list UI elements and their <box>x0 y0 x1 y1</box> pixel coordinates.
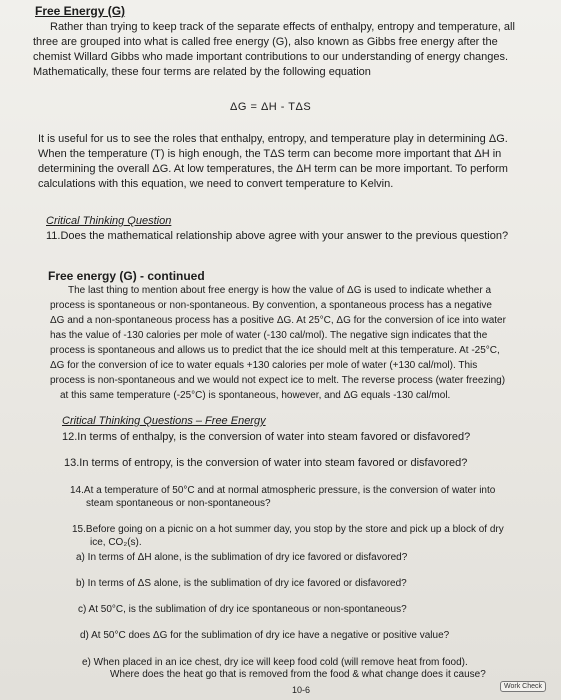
s2-line-2: process is spontaneous or non-spontaneous. By convention, a spontaneous process has a negative <box>50 300 492 311</box>
intro-line-4: Mathematically, these four terms are related by the following equation <box>33 66 371 78</box>
intro-line-2: three are grouped into what is called free energy (G), also known as Gibbs free energy after the <box>33 36 498 48</box>
s2-line-1: The last thing to mention about free energy is how the value of ΔG is used to indicate whether a <box>68 285 492 296</box>
question-14-line-2: steam spontaneous or non-spontaneous? <box>86 498 271 509</box>
question-13: 13.In terms of entropy, is the conversion of water into steam favored or disfavored? <box>64 457 468 469</box>
section2-heading: Free energy (G) - continued <box>48 269 205 283</box>
intro-line-1: Rather than trying to keep track of the separate effects of enthalpy, entropy and temperature, all <box>50 21 515 33</box>
gibbs-equation: ΔG = ΔH - TΔS <box>230 101 312 113</box>
s2-line-4: has the value of -130 calories per mole of water (-130 cal/mol). The negative sign indicates that the <box>50 330 488 341</box>
question-15d: d) At 50°C does ΔG for the sublimation of dry ice have a negative or positive value? <box>80 630 450 641</box>
para2-line-1: It is useful for us to see the roles that enthalpy, entropy, and temperature play in determining ΔG. <box>38 133 508 145</box>
work-check-badge: Work Check <box>500 681 546 692</box>
question-11: 11.Does the mathematical relationship above agree with your answer to the previous question? <box>46 230 509 242</box>
para2-line-4: calculations with this equation, we need to convert temperature to Kelvin. <box>38 178 394 190</box>
s2-line-3: ΔG and a non-spontaneous process has a positive ΔG. At 25°C, ΔG for the conversion of ice into water <box>50 315 506 326</box>
para2-line-2: When the temperature (T) is high enough, the TΔS term can become more important that ΔH in <box>38 148 502 160</box>
ctq-heading-1: Critical Thinking Question <box>46 215 172 227</box>
section-title: Free Energy (G) <box>35 4 126 18</box>
question-15-line-2: ice, CO₂(s). <box>90 537 142 548</box>
page-number: 10-6 <box>292 685 311 695</box>
question-15e-line-1: e) When placed in an ice chest, dry ice will keep food cold (will remove heat from food). <box>82 657 468 668</box>
s2-line-7: process is non-spontaneous and we would not expect ice to melt. The reverse process (water freezing) <box>50 375 506 386</box>
question-15c: c) At 50°C, is the sublimation of dry ice spontaneous or non-spontaneous? <box>78 604 407 615</box>
s2-line-6: ΔG for the conversion of ice to water equals +130 calories per mole of water (+130 cal/mol). This <box>50 360 478 371</box>
para2-line-3: determining the overall ΔG. At low temperatures, the ΔH term can be more important. To perform <box>38 163 508 175</box>
question-12: 12.In terms of enthalpy, is the conversion of water into steam favored or disfavored? <box>62 431 471 443</box>
ctq-heading-2: Critical Thinking Questions – Free Energy <box>62 415 266 427</box>
s2-line-5: process is spontaneous and allows us to predict that the ice should melt at this temperature. At -25°C, <box>50 345 500 356</box>
question-15-line-1: 15.Before going on a picnic on a hot summer day, you stop by the store and pick up a block of dry <box>72 524 504 535</box>
question-15b: b) In terms of ΔS alone, is the sublimation of dry ice favored or disfavored? <box>76 578 407 589</box>
question-15a: a) In terms of ΔH alone, is the sublimation of dry ice favored or disfavored? <box>76 552 408 563</box>
intro-line-3: chemist Willard Gibbs who made important contributions to our understanding of energy changes. <box>33 51 509 63</box>
question-14-line-1: 14.At a temperature of 50°C and at normal atmospheric pressure, is the conversion of water into <box>70 485 496 496</box>
s2-line-8: at this same temperature (-25°C) is spontaneous, however, and ΔG equals -130 cal/mol. <box>60 390 451 401</box>
question-15e-line-2: Where does the heat go that is removed from the food & what change does it cause? <box>110 669 486 680</box>
